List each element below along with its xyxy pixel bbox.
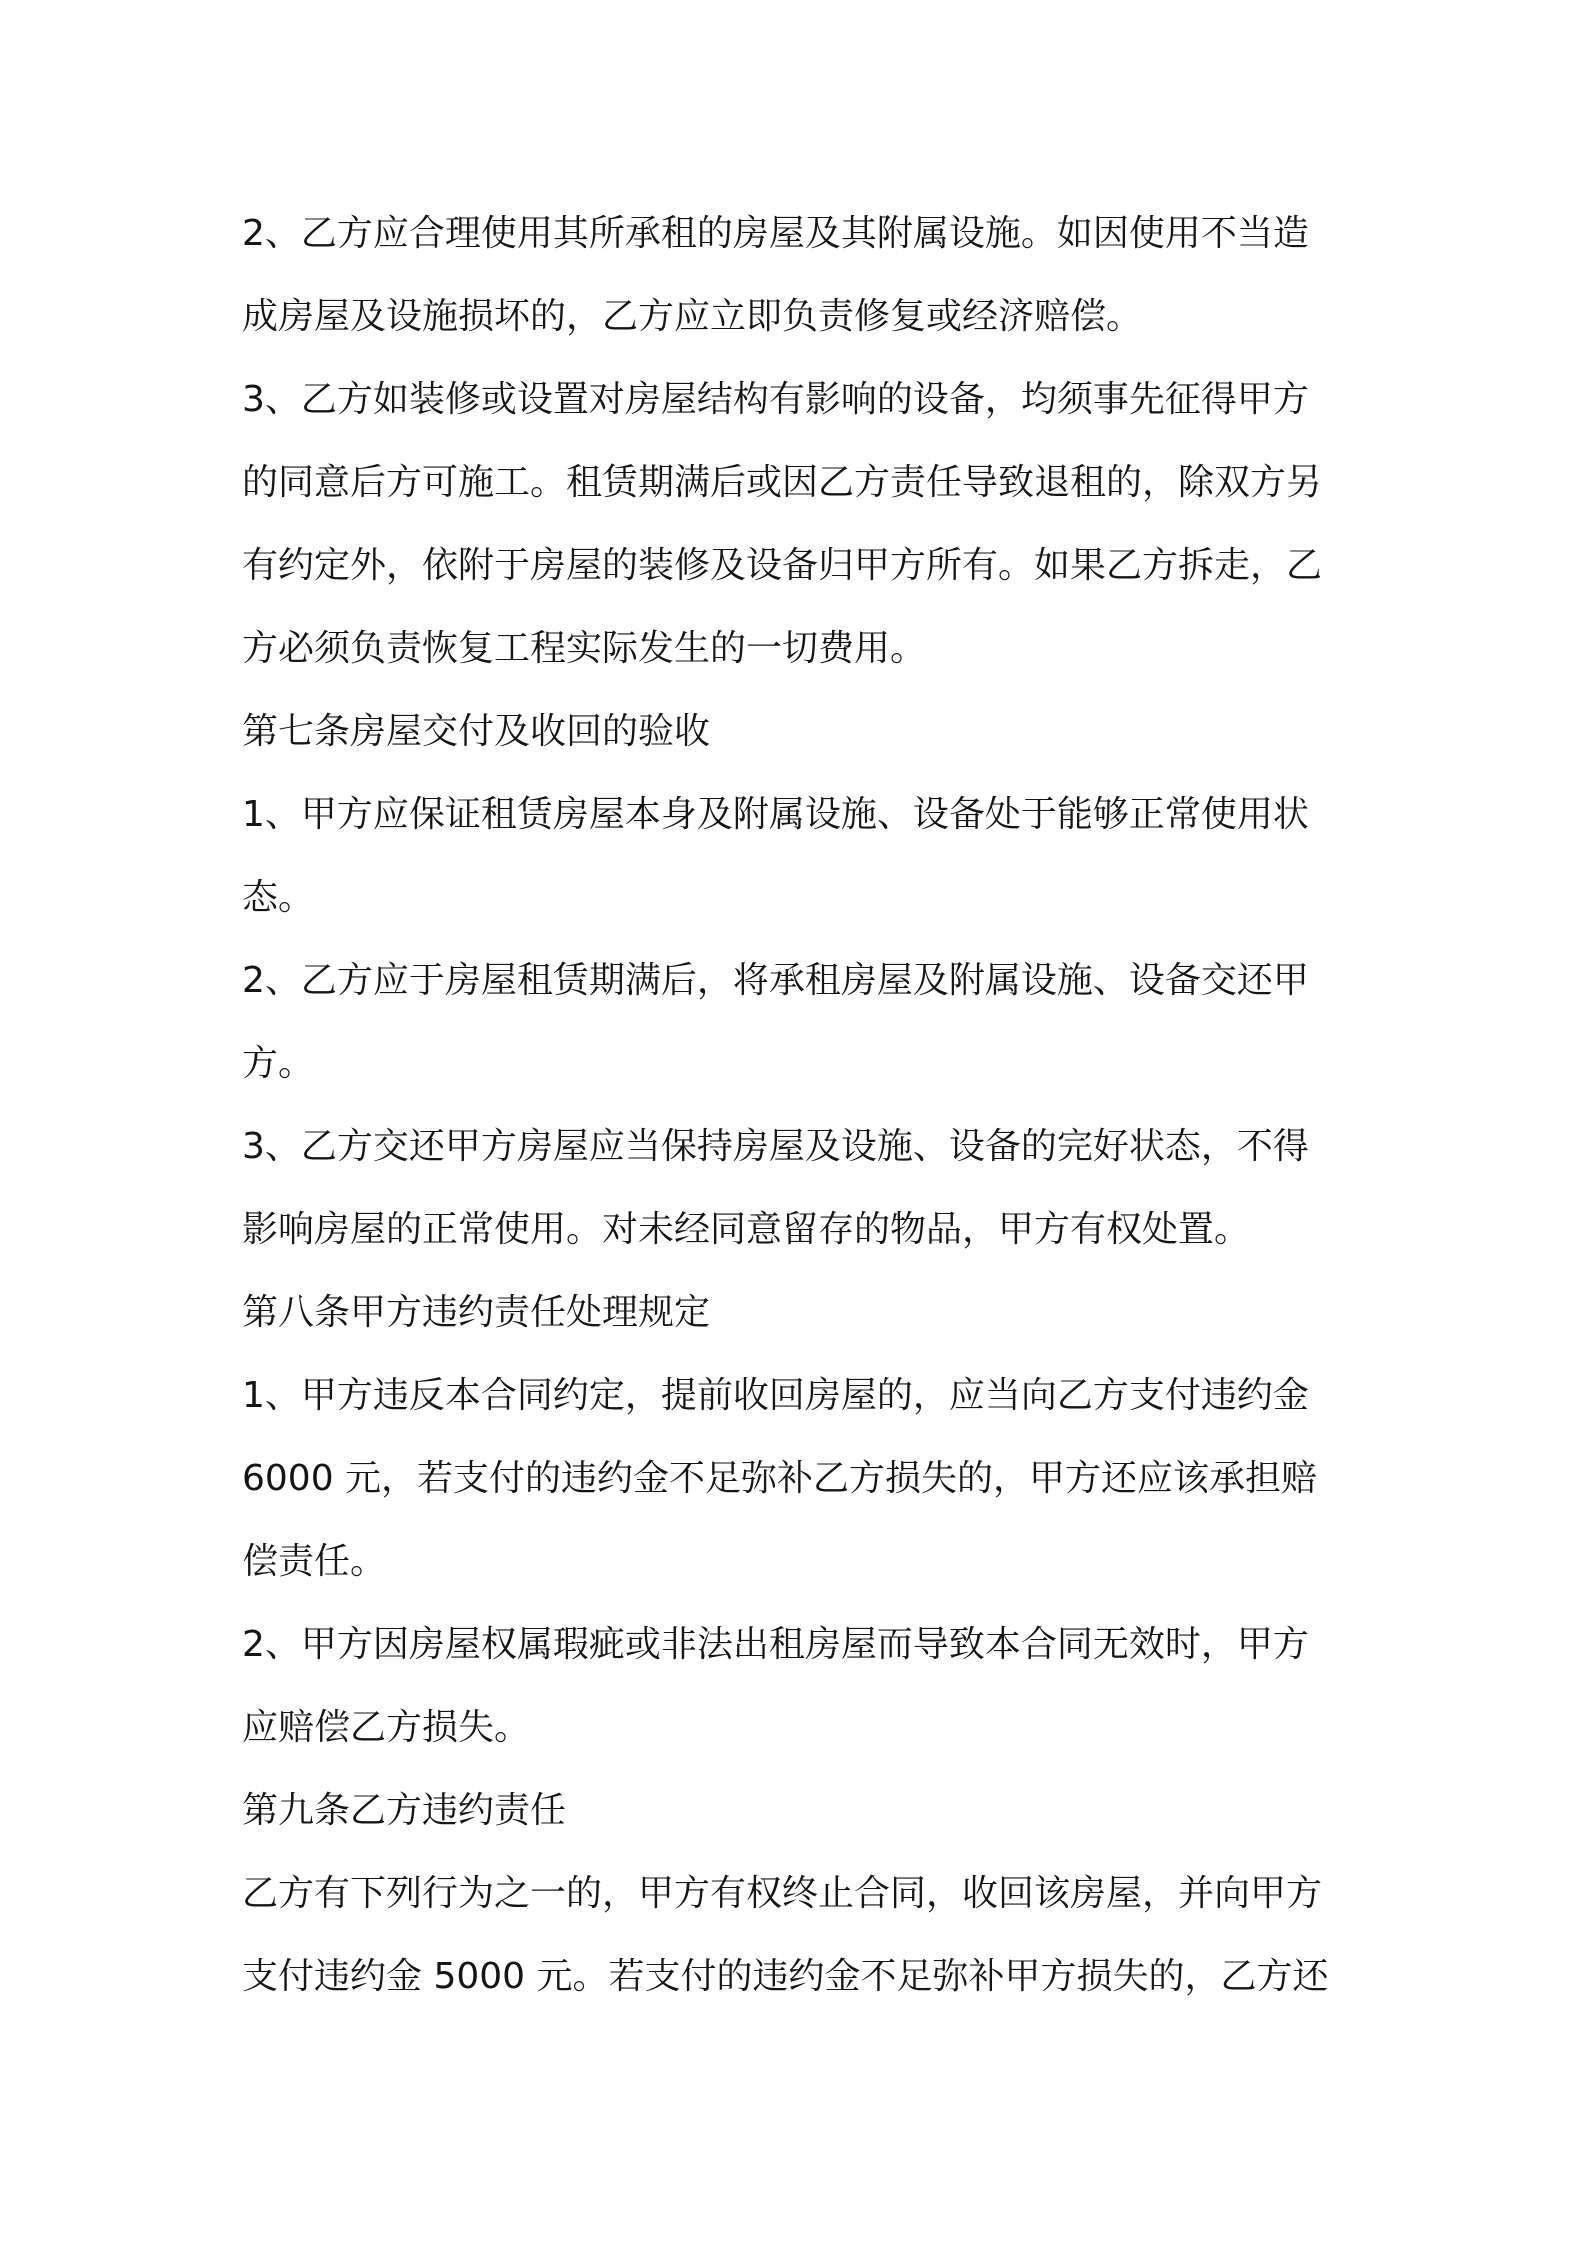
section-heading: 第九条乙方违约责任 [242,1790,567,1831]
text-line: 的同意后方可施工。租赁期满后或因乙方责任导致退租的，除双方另 [242,462,1323,503]
text-line: 应赔偿乙方损失。 [242,1707,531,1748]
text-line: 态。 [242,877,315,918]
text-line: 1、甲方应保证租赁房屋本身及附属设施、设备处于能够正常使用状 [242,794,1309,835]
document-body [242,192,1362,2018]
section-heading: 第八条甲方违约责任处理规定 [242,1292,711,1333]
text-line: 成房屋及设施损坏的，乙方应立即负责修复或经济赔偿。 [242,296,1143,337]
text-line: 3、乙方如装修或设置对房屋结构有影响的设备，均须事先征得甲方 [242,379,1309,420]
text-line: 偿责任。 [242,1541,387,1582]
text-line: 2、乙方应于房屋租赁期满后，将承租房屋及附属设施、设备交还甲 [242,960,1309,1001]
section-heading: 第七条房屋交付及收回的验收 [242,711,711,752]
text-line: 影响房屋的正常使用。对未经同意留存的物品，甲方有权处置。 [242,1209,1251,1250]
text-line: 方。 [242,1043,315,1084]
text-line: 有约定外，依附于房屋的装修及设备归甲方所有。如果乙方拆走，乙 [242,545,1323,586]
text-line: 1、甲方违反本合同约定，提前收回房屋的，应当向乙方支付违约金 [242,1375,1309,1416]
text-line: 3、乙方交还甲方房屋应当保持房屋及设施、设备的完好状态，不得 [242,1126,1309,1167]
text-line: 乙方有下列行为之一的，甲方有权终止合同，收回该房屋，并向甲方 [242,1873,1323,1914]
text-line: 支付违约金 5000 元。若支付的违约金不足弥补甲方损失的，乙方还 [242,1956,1329,1997]
text-line: 2、乙方应合理使用其所承租的房屋及其附属设施。如因使用不当造 [242,213,1309,254]
text-line: 方必须负责恢复工程实际发生的一切费用。 [242,628,927,669]
text-line: 6000 元，若支付的违约金不足弥补乙方损失的，甲方还应该承担赔 [242,1458,1318,1499]
text-line: 2、甲方因房屋权属瑕疵或非法出租房屋而导致本合同无效时，甲方 [242,1624,1309,1665]
